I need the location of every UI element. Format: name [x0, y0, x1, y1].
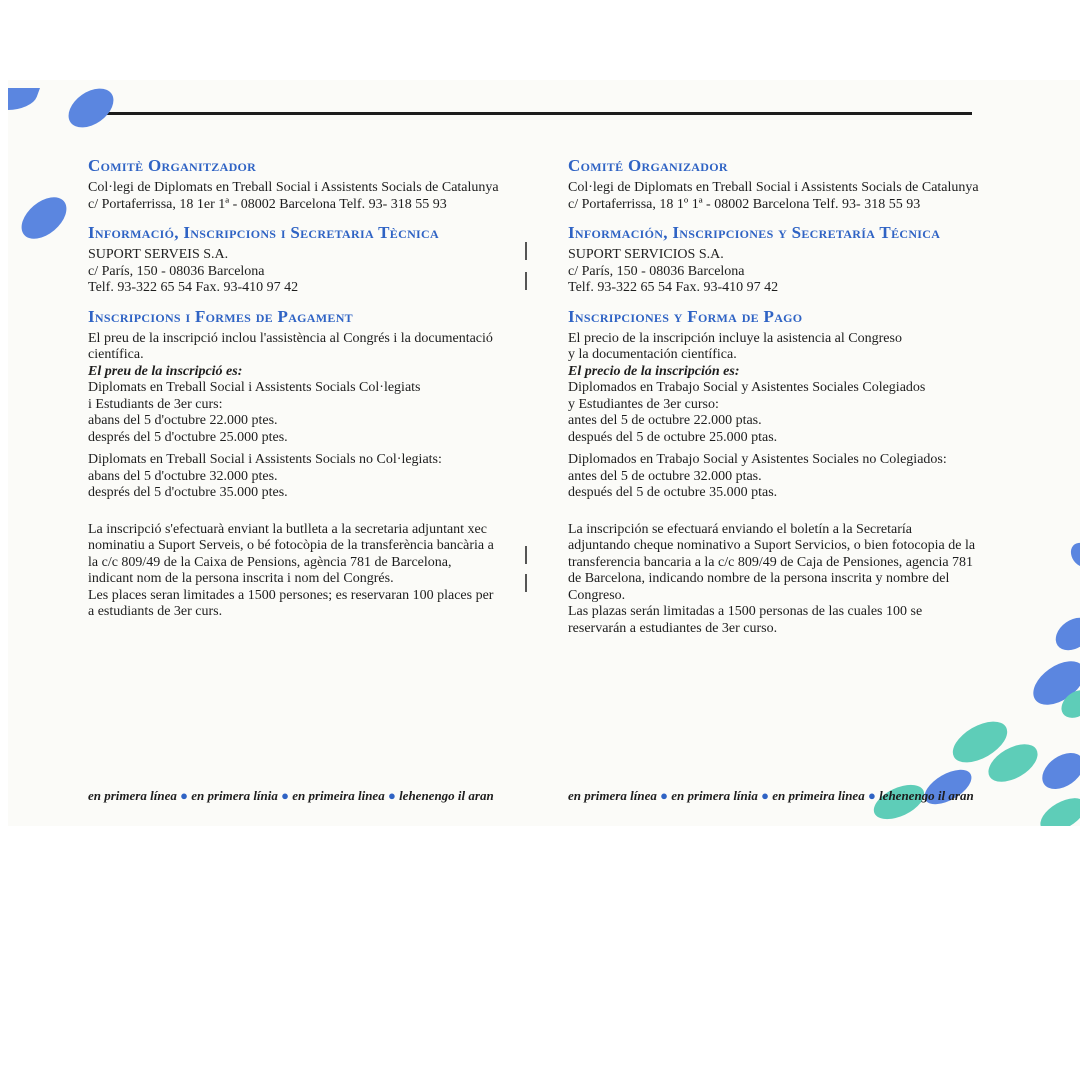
- text-line: científica.: [88, 347, 144, 362]
- text-line: abans del 5 d'octubre 22.000 ptes.: [88, 413, 278, 428]
- section-heading: Inscripciones y Forma de Pago: [568, 306, 803, 326]
- text-line: després del 5 d'octubre 35.000 ptes.: [88, 485, 288, 500]
- text-line: después del 5 de octubre 25.000 ptas.: [568, 429, 778, 445]
- text-line: a estudiants de 3er curs.: [88, 604, 223, 619]
- bullet-dot-icon: ●: [761, 788, 769, 803]
- text-line: reservarán a estudiantes de 3er curso.: [568, 620, 778, 636]
- staple-mark: [525, 272, 527, 290]
- section-registration-payment: [88, 307, 518, 621]
- footer-phrase: en primera línea: [88, 788, 177, 803]
- text-line: de Barcelona, indicando nombre de la persona inscrita y nombre del: [568, 571, 950, 586]
- section-organizing-committee: [88, 156, 518, 213]
- text-line: Diplomats en Treball Social i Assistents Socials Col·legiats: [88, 380, 421, 395]
- bullet-dot-icon: ●: [387, 788, 396, 803]
- decorative-blue-ellipse: [1036, 746, 1080, 797]
- footer-tagline-right: [568, 788, 974, 804]
- text-line: Diplomados en Trabajo Social y Asistentes Sociales Colegiados: [568, 380, 926, 395]
- text-line: y la documentación científica.: [568, 347, 737, 362]
- decorative-blue-ellipse: [1066, 539, 1080, 572]
- staple-mark: [525, 242, 527, 260]
- text-line: adjuntando cheque nominativo a Suport Servicios, o bien fotocopia de la: [568, 538, 976, 553]
- text-line: abans del 5 d'octubre 32.000 ptes.: [88, 468, 278, 484]
- decorative-blue-ellipse: [8, 88, 40, 110]
- bullet-dot-icon: ●: [660, 788, 668, 803]
- text-line: antes del 5 de octubre 22.000 ptas.: [568, 413, 762, 428]
- text-line: després del 5 d'octubre 25.000 ptes.: [88, 429, 288, 445]
- text-line: nominatiu a Suport Serveis, o bé fotocòpia de la transferència bancària a: [88, 538, 494, 553]
- decorative-teal-ellipse: [1035, 791, 1080, 826]
- staple-mark: [525, 574, 527, 592]
- price-label: El preu de la inscripció es:: [88, 363, 243, 379]
- footer-phrase: en primeira linea: [772, 788, 865, 803]
- text-line: Congreso.: [568, 587, 626, 603]
- text-line: Col·legi de Diplomats en Treball Social i Assistents Socials de Catalunya: [88, 180, 499, 195]
- text-line: Telf. 93-322 65 54 Fax. 93-410 97 42: [88, 280, 299, 295]
- section-registration-secretariat: [568, 223, 1008, 297]
- text-line: El preu de la inscripció inclou l'assistència al Congrés i la documentació: [88, 330, 493, 346]
- text-line: Telf. 93-322 65 54 Fax. 93-410 97 42: [568, 280, 779, 295]
- section-organizing-committee: [568, 156, 1008, 213]
- text-line: después del 5 de octubre 35.000 ptas.: [568, 485, 778, 500]
- text-line: transferencia bancaria a la c/c 809/49 de Caja de Pensiones, agencia 781: [568, 554, 974, 570]
- decorative-blue-ellipse: [14, 189, 74, 247]
- price-label: El precio de la inscripción es:: [568, 363, 740, 379]
- text-line: Diplomados en Trabajo Social y Asistentes Sociales no Colegiados:: [568, 452, 947, 467]
- text-line: SUPORT SERVICIOS S.A.: [568, 247, 724, 262]
- section-heading: Comitè Organitzador: [88, 156, 257, 175]
- text-line: indicant nom de la persona inscrita i nom del Congrés.: [88, 571, 394, 586]
- brochure-spread: [8, 80, 1080, 826]
- decorative-blue-ellipse: [61, 81, 120, 136]
- text-line: c/ París, 150 - 08036 Barcelona: [88, 263, 265, 279]
- footer-phrase: lehenengo il aran: [879, 788, 974, 803]
- bullet-dot-icon: ●: [867, 788, 876, 803]
- footer-phrase: en primera línia: [191, 788, 278, 803]
- bullet-dot-icon: ●: [180, 788, 188, 803]
- text-line: i Estudiants de 3er curs:: [88, 396, 223, 412]
- footer-phrase: en primeira linea: [292, 788, 385, 803]
- footer-phrase: en primera línia: [671, 788, 758, 803]
- decorative-blue-ellipse: [1050, 611, 1080, 657]
- section-registration-payment: [568, 307, 1008, 638]
- text-line: c/ París, 150 - 08036 Barcelona: [568, 263, 745, 279]
- text-line: Diplomats en Treball Social i Assistents Socials no Col·legiats:: [88, 452, 442, 467]
- text-line: la c/c 809/49 de la Caixa de Pensions, agència 781 de Barcelona,: [88, 554, 452, 570]
- text-line: antes del 5 de octubre 32.000 ptas.: [568, 468, 762, 484]
- right-page-spanish: [568, 156, 1008, 647]
- footer-tagline-left: [88, 788, 494, 804]
- section-heading: Información, Inscripciones y Secretaría Técnica: [568, 223, 941, 242]
- text-line: y Estudiantes de 3er curso:: [568, 396, 719, 412]
- text-line: SUPORT SERVEIS S.A.: [88, 247, 229, 262]
- text-line: Les places seran limitades a 1500 persones; es reservaran 100 places per: [88, 587, 494, 603]
- text-line: Las plazas serán limitadas a 1500 personas de las cuales 100 se: [568, 604, 923, 619]
- text-line: c/ Portaferrissa, 18 1º 1ª - 08002 Barcelona Telf. 93- 318 55 93: [568, 196, 921, 212]
- bullet-dot-icon: ●: [281, 788, 289, 803]
- top-rule: [86, 112, 972, 115]
- text-line: El precio de la inscripción incluye la asistencia al Congreso: [568, 330, 902, 346]
- section-registration-secretariat: [88, 223, 518, 297]
- staple-mark: [525, 546, 527, 564]
- footer-phrase: en primera línea: [568, 788, 657, 803]
- section-heading: Inscripcions i Formes de Pagament: [88, 306, 353, 326]
- left-page-catalan: [88, 156, 518, 631]
- text-line: La inscripció s'efectuarà enviant la butlleta a la secretaria adjuntant xec: [88, 521, 487, 537]
- text-line: c/ Portaferrissa, 18 1er 1ª - 08002 Barcelona Telf. 93- 318 55 93: [88, 196, 447, 212]
- section-heading: Comité Organizador: [568, 156, 728, 175]
- footer-phrase: lehenengo il aran: [399, 788, 494, 803]
- text-line: La inscripción se efectuará enviando el boletín a la Secretaría: [568, 521, 912, 537]
- section-heading: Informació, Inscripcions i Secretaria Tècnica: [88, 223, 439, 242]
- text-line: Col·legi de Diplomats en Treball Social i Assistents Socials de Catalunya: [568, 180, 979, 195]
